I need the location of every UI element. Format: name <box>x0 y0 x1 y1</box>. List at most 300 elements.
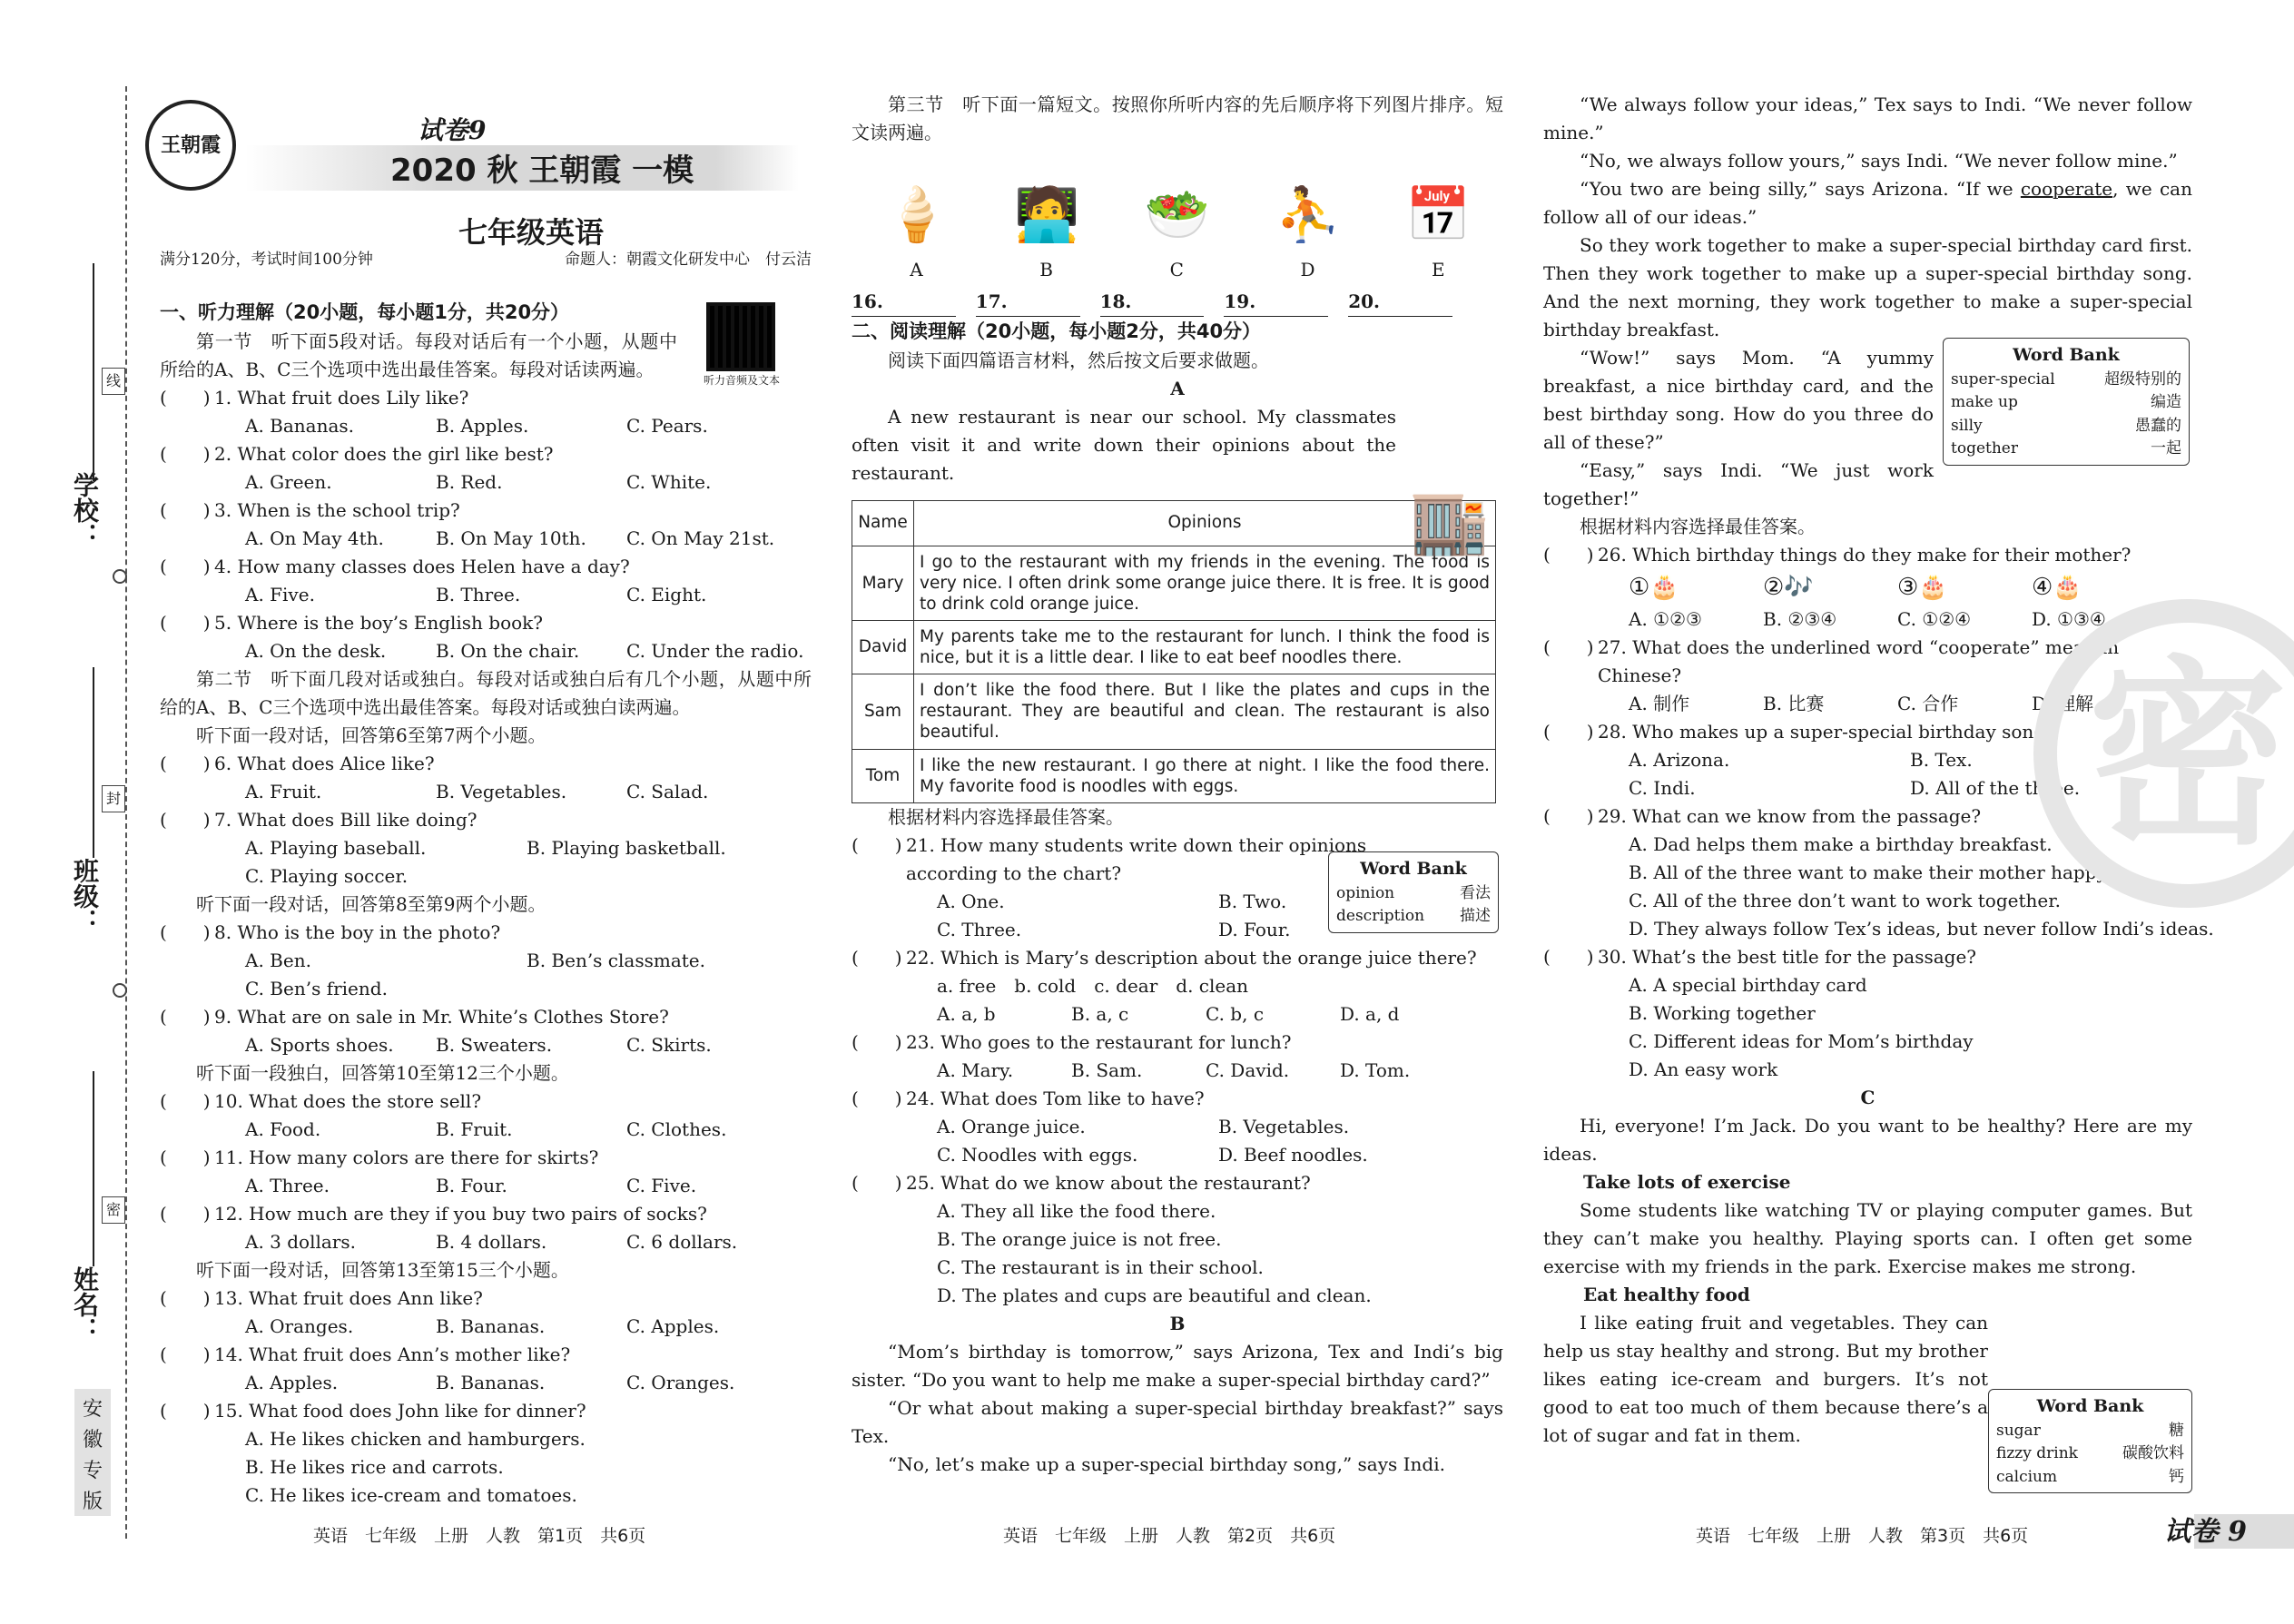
options <box>852 1197 1503 1225</box>
answer-bracket[interactable]: ( ) <box>160 1005 211 1028</box>
instruction: 听下面一段对话，回答第13至第15三个小题。 <box>196 1258 569 1281</box>
question-text: 25. What do we know about the restaurant? <box>906 1171 1311 1194</box>
school-label: 学校： <box>70 472 100 548</box>
option[interactable]: A. Fruit. <box>245 780 322 802</box>
answer-bracket[interactable]: ( ) <box>160 555 211 577</box>
answer-bracket[interactable]: ( ) <box>160 1399 211 1422</box>
option[interactable]: A. 制作 <box>1629 693 1690 715</box>
option[interactable]: D. Tom. <box>1340 1058 1411 1081</box>
binding-margin <box>0 0 136 1624</box>
word-bank-row <box>1951 391 2181 415</box>
author: 命题人：朝霞文化研发中心 付云洁 <box>565 251 812 269</box>
option[interactable]: B. On May 10th. <box>436 527 586 549</box>
word-bank-c <box>1988 1389 2192 1493</box>
answer-blank[interactable]: 20. <box>1348 288 1452 317</box>
question <box>160 384 812 440</box>
option[interactable]: B. Playing basketball. <box>527 836 726 859</box>
option[interactable]: B. All of the three want to make their mother happy. <box>1629 861 2111 884</box>
option[interactable]: C. On May 21st. <box>626 527 775 549</box>
option[interactable]: A. On May 4th. <box>245 527 384 549</box>
question <box>160 1341 812 1397</box>
answer-blank[interactable]: 17. <box>976 288 1080 317</box>
question-text: 2. What color does the girl like best? <box>214 442 554 465</box>
option[interactable]: C. Noodles with eggs. <box>937 1143 1138 1166</box>
question-stem <box>852 832 1503 888</box>
picture-label: E <box>1432 259 1445 281</box>
student-opinion: I don’t like the food there. But I like the plates and cups in the restaurant. They are beautiful and clean. The restaurant is also beautiful. <box>914 674 1496 749</box>
options <box>1543 915 2214 943</box>
option[interactable]: A. On the desk. <box>245 639 387 662</box>
options <box>852 1282 1503 1310</box>
passage-a-text: A new restaurant is near our school. My classmates often visit it and write down their opinions about the restaurant. <box>852 405 1396 484</box>
option[interactable]: B. On the chair. <box>436 639 580 662</box>
meaning: 碳酸饮料 <box>2122 1444 2184 1462</box>
option[interactable]: D. The plates and cups are beautiful and clean. <box>937 1284 1372 1306</box>
options <box>852 1225 1503 1254</box>
score-time: 满分120分，考试时间100分钟 <box>160 251 373 269</box>
passage-c-heading: Take lots of exercise <box>1583 1171 1791 1194</box>
option[interactable]: A. He likes chicken and hamburgers. <box>245 1427 586 1450</box>
seal-mark-2: 封 <box>102 785 125 812</box>
exam-meta <box>160 248 812 271</box>
passage-b-para <box>1543 175 2192 231</box>
option[interactable]: B. ②③④ <box>1763 608 1837 631</box>
question <box>160 1397 812 1510</box>
part-1-title: 一、听力理解（20小题，每小题1分，共20分） <box>160 301 570 323</box>
answer-bracket[interactable]: ( ) <box>852 1030 902 1053</box>
options <box>160 834 812 862</box>
answer-blank[interactable]: 18. <box>1100 288 1205 317</box>
option[interactable]: C. Five. <box>626 1174 697 1196</box>
options <box>160 1031 812 1059</box>
question-stem <box>160 1200 812 1228</box>
option[interactable]: B. Ben’s classmate. <box>527 949 705 971</box>
question-text: 28. Who makes up a super-special birthday song? <box>1598 721 2055 743</box>
option[interactable]: C. Salad. <box>626 780 709 802</box>
option[interactable]: B. Three. <box>436 583 521 605</box>
passage-a-label: A <box>1170 377 1185 399</box>
question-text: 21. How many students write down their opinions according to the chart? <box>906 833 1367 884</box>
meaning: 钙 <box>2169 1467 2184 1486</box>
options <box>1543 999 2192 1028</box>
question-text: 9. What are on sale in Mr. White’s Clothes Store? <box>214 1005 669 1028</box>
answer-bracket[interactable]: ( ) <box>1543 805 1594 828</box>
answer-bracket[interactable]: ( ) <box>160 611 211 634</box>
options <box>160 1425 812 1453</box>
option[interactable]: C. 合作 <box>1897 693 1959 715</box>
option-picture: ③🎂 <box>1897 574 1948 601</box>
series-title: 试卷9 <box>418 115 487 145</box>
passage-b-para: “Easy,” says Indi. “We just work together!” <box>1543 459 1934 509</box>
option[interactable]: A. Food. <box>245 1117 321 1140</box>
footer-page-1: 英语 七年级 上册 人教 第1页 共6页 <box>313 1526 646 1546</box>
option[interactable]: B. Tex. <box>1910 749 1973 772</box>
meaning: 一起 <box>2151 439 2181 458</box>
question-stem <box>852 944 1503 972</box>
question-stem <box>160 440 812 468</box>
word: make up <box>1951 393 2018 411</box>
column-1 <box>160 298 812 1510</box>
student-name: Mary <box>852 546 914 620</box>
question <box>160 609 812 665</box>
question-stem <box>160 1003 812 1031</box>
class-field[interactable] <box>93 667 94 858</box>
word-bank-row <box>1996 1466 2184 1490</box>
passage-b-para: “Wow!” says Mom. “A yummy breakfast, a nice birthday card, and the best birthday song. How do you three do all of these?” <box>1543 347 1934 453</box>
option[interactable]: A. 3 dollars. <box>245 1230 356 1253</box>
cake-icon: 🎂 <box>1649 574 1679 601</box>
section-1-instructions: 第一节 听下面5段对话。每段对话后有一个小题，从题中所给的A、B、C三个选项中选出最佳答案。每段对话读两遍。 <box>160 330 677 380</box>
meaning: 糖 <box>2169 1421 2184 1440</box>
picture-label: C <box>1169 259 1184 281</box>
answer-blank[interactable]: 16. <box>852 288 956 317</box>
answer-bracket[interactable]: ( ) <box>1543 946 1594 969</box>
option[interactable]: D. Beef noodles. <box>1218 1143 1368 1166</box>
option[interactable]: A. Five. <box>245 583 315 605</box>
col-opinions: Opinions <box>914 500 1496 546</box>
meaning: 看法 <box>1460 883 1491 902</box>
word-bank-b <box>1943 338 2190 466</box>
option[interactable]: A. Three. <box>245 1174 330 1196</box>
option[interactable]: C. Skirts. <box>626 1033 712 1056</box>
option[interactable]: A. Green. <box>245 470 332 493</box>
question-stem <box>852 1085 1503 1113</box>
option[interactable]: C. Indi. <box>1629 777 1696 800</box>
question-stem <box>852 1169 1503 1197</box>
option[interactable]: D. a, d <box>1340 1002 1400 1025</box>
instruction: 听下面一段对话，回答第6至第7两个小题。 <box>196 723 546 746</box>
option[interactable]: A. Orange juice. <box>937 1115 1086 1137</box>
option[interactable]: C. Oranges. <box>626 1371 735 1393</box>
answer-bracket[interactable]: ( ) <box>160 1343 211 1365</box>
class-label: 班级： <box>70 858 100 934</box>
option[interactable]: B. Two. <box>1218 890 1287 912</box>
option[interactable]: B. Bananas. <box>436 1371 546 1393</box>
question <box>160 1200 812 1256</box>
option[interactable]: B. Sam. <box>1071 1058 1143 1081</box>
cake-icon: 🎂 <box>2053 574 2082 601</box>
question-stem <box>1543 943 2192 971</box>
answer-blanks <box>852 288 1503 317</box>
word-bank-row <box>1996 1442 2184 1466</box>
question-text: 6. What does Alice like? <box>214 752 435 774</box>
exam-name: 2020 秋 王朝霞 一模 <box>390 153 694 189</box>
basketball-player-icon: ⛹ <box>1275 183 1341 246</box>
question-text: 22. Which is Mary’s description about the orange juice there? <box>906 946 1477 969</box>
picture-row <box>852 156 1503 256</box>
answer-bracket[interactable]: ( ) <box>1543 636 1594 659</box>
question-text: 11. How many colors are there for skirts? <box>214 1146 599 1168</box>
option[interactable]: D. An easy work <box>1629 1058 1778 1081</box>
text: , we can follow all of our ideas.” <box>1543 178 2192 228</box>
question-stem <box>160 1144 812 1172</box>
word-bank-title: Word Bank <box>1360 859 1467 879</box>
option[interactable]: A. Playing baseball. <box>245 836 427 859</box>
answer-bracket[interactable]: ( ) <box>1543 544 1594 566</box>
text: “You two are being silly,” says Arizona. “If we <box>1580 178 2021 200</box>
option[interactable]: B. Four. <box>436 1174 507 1196</box>
word-bank-row <box>1996 1420 2184 1443</box>
option[interactable]: C. Playing soccer. <box>245 864 409 887</box>
options <box>1543 887 2192 915</box>
options <box>160 525 812 553</box>
option[interactable]: A. A special birthday card <box>1629 974 1867 997</box>
passage-c-label: C <box>1860 1087 1876 1109</box>
option[interactable]: C. b, c <box>1206 1002 1265 1025</box>
options <box>160 1369 812 1397</box>
option[interactable]: D. ①③④ <box>2032 608 2106 631</box>
options <box>160 468 812 497</box>
answer-bracket[interactable]: ( ) <box>160 752 211 774</box>
answer-bracket[interactable]: ( ) <box>160 1286 211 1309</box>
options <box>160 1453 812 1481</box>
table-row <box>852 749 1496 802</box>
picture-label: D <box>1300 259 1315 281</box>
option-picture: ①🎂 <box>1629 574 1679 601</box>
options <box>160 1228 812 1256</box>
option[interactable]: A. Mary. <box>937 1058 1014 1081</box>
answer-bracket[interactable]: ( ) <box>160 808 211 831</box>
option[interactable]: C. Different ideas for Mom’s birthday <box>1629 1030 1974 1053</box>
option[interactable]: B. He likes rice and carrots. <box>245 1455 504 1478</box>
passage-b-para: “Or what about making a super-special birthday breakfast?” says Tex. <box>852 1396 1503 1447</box>
cake-icon: 🎶 <box>1784 574 1814 601</box>
word: sugar <box>1996 1421 2041 1440</box>
options <box>160 637 812 665</box>
option[interactable]: B. a, c <box>1071 1002 1129 1025</box>
option[interactable]: B. Sweaters. <box>436 1033 553 1056</box>
question-stem <box>160 1284 812 1313</box>
seal-mark-1: 线 <box>102 368 125 395</box>
word: silly <box>1951 416 1983 435</box>
name-field[interactable] <box>93 1071 94 1266</box>
question-stem <box>160 609 812 637</box>
answer-bracket[interactable]: ( ) <box>160 498 211 521</box>
option-picture: ④🎂 <box>2032 574 2082 601</box>
question-text: 13. What fruit does Ann like? <box>214 1286 483 1309</box>
passage-c-para: Some students like watching TV or playing computer games. But they can’t make you healthy. Playing sports can. I often get some exercise with my friends in the park. Exercise makes me strong. <box>1543 1199 2192 1278</box>
student-opinion: I go to the restaurant with my friends in the evening. The food is very nice. I often drink some orange juice there. It is free. It is good to drink cold orange juice. <box>914 546 1496 620</box>
question-stem <box>160 1397 812 1425</box>
options <box>160 778 812 806</box>
word: super-special <box>1951 369 2055 389</box>
option[interactable]: C. Pears. <box>626 414 708 437</box>
question <box>160 919 812 1003</box>
option[interactable]: B. Fruit. <box>436 1117 513 1140</box>
part-2-title: 二、阅读理解（20小题，每小题2分，共40分） <box>852 320 1262 342</box>
seal-mark-3: 密 <box>102 1196 125 1224</box>
question-text: 24. What does Tom like to have? <box>906 1087 1205 1109</box>
answer-bracket[interactable]: ( ) <box>1543 721 1594 743</box>
question <box>852 944 1503 1029</box>
options <box>160 1116 812 1144</box>
student-name: David <box>852 620 914 674</box>
options <box>160 1172 812 1200</box>
option[interactable]: C. He likes ice-cream and tomatoes. <box>245 1483 577 1506</box>
ice-cream-icon: 🍦 <box>883 183 950 246</box>
option[interactable]: B. Apples. <box>436 414 529 437</box>
option[interactable]: B. Working together <box>1629 1002 1816 1025</box>
section-3-instructions: 第三节 听下面一篇短文。按照你所听内容的先后顺序将下列图片排序。短文读两遍。 <box>852 94 1503 143</box>
passage-c-para: Hi, everyone! I’m Jack. Do you want to be healthy? Here are my ideas. <box>1543 1115 2192 1166</box>
option[interactable]: C. David. <box>1206 1058 1290 1081</box>
option[interactable]: A. ①②③ <box>1629 608 1702 631</box>
option[interactable]: A. Oranges. <box>245 1314 354 1337</box>
question-text: 12. How much are they if you buy two pairs of socks? <box>214 1202 707 1225</box>
option[interactable]: D. Four. <box>1218 918 1291 940</box>
student-name: Sam <box>852 674 914 749</box>
reading-intro: 阅读下面四篇语言材料，然后按文后要求做题。 <box>888 349 1269 371</box>
options <box>852 1254 1503 1282</box>
option[interactable]: C. White. <box>626 470 712 493</box>
table-row <box>852 620 1496 674</box>
option[interactable]: A. Apples. <box>245 1371 339 1393</box>
column-2 <box>852 91 1503 1479</box>
question-text: 23. Who goes to the restaurant for lunch? <box>906 1030 1292 1053</box>
option[interactable]: B. Vegetables. <box>436 780 567 802</box>
question-text: 30. What’s the best title for the passage? <box>1598 946 1977 969</box>
word-bank-row <box>1951 438 2181 461</box>
question-text: 14. What fruit does Ann’s mother like? <box>214 1343 571 1365</box>
question <box>160 1088 812 1144</box>
answer-bracket[interactable]: ( ) <box>160 920 211 943</box>
question-stem <box>160 750 812 778</box>
option[interactable]: A. a, b <box>937 1002 996 1025</box>
passage-b-para: “No, we always follow yours,” says Indi. “We never follow mine.” <box>1580 150 2178 172</box>
meaning: 描述 <box>1460 907 1491 925</box>
option[interactable]: A. One. <box>937 890 1005 912</box>
question-text: 10. What does the store sell? <box>214 1089 482 1112</box>
option[interactable]: C. Apples. <box>626 1314 720 1337</box>
options <box>160 581 812 609</box>
option[interactable]: C. ①②④ <box>1897 608 1972 631</box>
option[interactable]: D. 理解 <box>2032 693 2094 715</box>
table-row <box>852 674 1496 749</box>
word-bank-row <box>1951 369 2181 392</box>
question-stem <box>160 553 812 581</box>
passage-b-label: B <box>1169 1312 1186 1334</box>
option[interactable]: B. Vegetables. <box>1218 1115 1350 1137</box>
question-sub: a. free b. cold c. dear d. clean <box>937 974 1249 997</box>
option[interactable]: A. Ben. <box>245 949 311 971</box>
option[interactable]: A. Sports shoes. <box>245 1033 394 1056</box>
school-field[interactable] <box>93 263 94 481</box>
question <box>160 806 812 891</box>
answer-bracket[interactable]: ( ) <box>852 1087 902 1109</box>
answer-bracket[interactable]: ( ) <box>160 1202 211 1225</box>
name-label: 姓名： <box>70 1266 100 1343</box>
question <box>160 750 812 806</box>
word: together <box>1951 439 2018 458</box>
answer-bracket[interactable]: ( ) <box>160 1146 211 1168</box>
picture-label: B <box>1039 259 1053 281</box>
options <box>852 1000 1503 1029</box>
question <box>160 1003 812 1059</box>
question-stem <box>160 1341 812 1369</box>
word: fizzy drink <box>1996 1444 2078 1462</box>
option[interactable]: A. Bananas. <box>245 414 355 437</box>
question-stem <box>852 1029 1503 1057</box>
answer-bracket[interactable]: ( ) <box>160 386 211 408</box>
meaning: 超级特别的 <box>2104 369 2181 389</box>
option[interactable]: C. Ben’s friend. <box>245 977 388 999</box>
option[interactable]: C. All of the three don’t want to work together. <box>1629 890 2061 912</box>
passage-c-para: I like eating fruit and vegetables. They can help us stay healthy and strong. But my brother likes eating ice-cream and burgers. It’s not good to eat too much of them because there’s a lot of sugar and fat in them. <box>1543 1312 1988 1447</box>
question-stem <box>160 806 812 834</box>
option[interactable]: B. 4 dollars. <box>436 1230 547 1253</box>
cut-line <box>125 86 127 1539</box>
passage-b-para: So they work together to make a super-special birthday card first. Then they work together to make up a super-special birthday song. And the next morning, they work together to make a super-special birthday breakfast. <box>1543 234 2192 340</box>
option[interactable]: C. Under the radio. <box>626 639 804 662</box>
student-opinion: I like the new restaurant. I go there at night. I like the food there. My favorite food is noodles with eggs. <box>914 749 1496 802</box>
footer-page-2: 英语 七年级 上册 人教 第2页 共6页 <box>1003 1526 1336 1546</box>
question-stem <box>160 497 812 525</box>
option[interactable]: B. The orange juice is not free. <box>937 1227 1222 1250</box>
instruction: 听下面一段对话，回答第8至第9两个小题。 <box>196 892 546 915</box>
choose-instruction: 根据材料内容选择最佳答案。 <box>1580 516 1816 537</box>
answer-bracket[interactable]: ( ) <box>160 442 211 465</box>
option[interactable]: C. 6 dollars. <box>626 1230 738 1253</box>
food-plate-icon: 🥗 <box>1144 183 1211 246</box>
region-badge: 安 徽 专 版 <box>74 1389 111 1516</box>
option[interactable]: B. 比赛 <box>1763 693 1825 715</box>
option[interactable]: B. Red. <box>436 470 503 493</box>
student-opinion: My parents take me to the restaurant for lunch. I think the food is nice, but it is a little dear. I like to eat beef noodles there. <box>914 620 1496 674</box>
option[interactable]: C. Eight. <box>626 583 707 605</box>
option[interactable]: C. Three. <box>937 918 1022 940</box>
question <box>160 553 812 609</box>
option-picture: ②🎶 <box>1763 574 1814 601</box>
question-stem <box>1543 541 2192 569</box>
answer-bracket[interactable]: ( ) <box>852 946 902 969</box>
passage-c-heading: Eat healthy food <box>1583 1284 1750 1306</box>
option[interactable]: C. The restaurant is in their school. <box>937 1255 1264 1278</box>
restaurant-icon: 🏬 <box>1410 484 1490 558</box>
choose-instruction: 根据材料内容选择最佳答案。 <box>888 805 1124 828</box>
section-2-instructions: 第二节 听下面几段对话或独白。每段对话或独白后有几个小题，从题中所给的A、B、C三个选项中选出最佳答案。每段对话或独白读两遍。 <box>160 667 812 718</box>
option[interactable]: C. Clothes. <box>626 1117 727 1140</box>
question <box>852 1085 1503 1169</box>
option[interactable]: A. They all like the food there. <box>937 1199 1216 1222</box>
option[interactable]: D. They always follow Tex’s ideas, but never follow Indi’s ideas. <box>1629 918 2214 940</box>
option[interactable]: A. Dad helps them make a birthday breakfast. <box>1629 833 2053 856</box>
option[interactable]: A. Arizona. <box>1629 749 1730 772</box>
answer-bracket[interactable]: ( ) <box>160 1089 211 1112</box>
underlined-word: cooperate <box>2020 178 2113 200</box>
question <box>160 440 812 497</box>
option[interactable]: D. All of the three. <box>1910 777 2081 800</box>
options <box>160 947 812 975</box>
opinions-table <box>852 500 1496 803</box>
answer-bracket[interactable]: ( ) <box>852 833 902 856</box>
question-text: 7. What does Bill like doing? <box>214 808 478 831</box>
watermark-icon: 密 <box>2033 599 2294 908</box>
question-text: 15. What food does John like for dinner? <box>214 1399 586 1422</box>
hole-icon <box>113 983 127 998</box>
question-text: 26. Which birthday things do they make for their mother? <box>1598 544 2132 566</box>
word: calcium <box>1996 1467 2058 1486</box>
answer-bracket[interactable]: ( ) <box>852 1171 902 1194</box>
option-pictures <box>1543 569 2192 605</box>
options <box>160 1313 812 1341</box>
option[interactable]: B. Bananas. <box>436 1314 546 1337</box>
paper-tag: 试卷 9 <box>2163 1516 2247 1548</box>
meaning: 编造 <box>2151 393 2181 411</box>
answer-blank[interactable]: 19. <box>1224 288 1328 317</box>
meaning: 愚蠢的 <box>2135 416 2181 435</box>
question-text: 29. What can we know from the passage? <box>1598 805 1982 828</box>
passage-b-para: “We always follow your ideas,” Tex says to Indi. “We never follow mine.” <box>1543 94 2192 143</box>
